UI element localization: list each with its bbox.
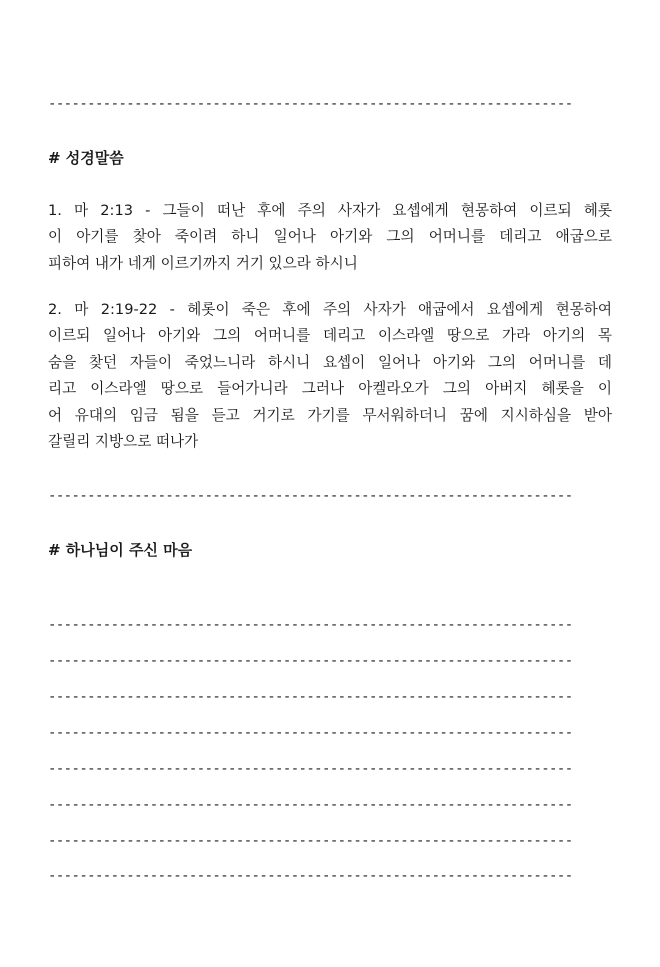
scripture-heading: # 성경말씀 xyxy=(48,149,124,167)
verse-2-line-3: 숨을 찾던 자들이 죽었느니라 하시니 요셉이 일어나 아기와 그의 어머니를 데 xyxy=(48,353,612,371)
heart-heading: # 하나님이 주신 마음 xyxy=(48,541,193,559)
verse-2-line-6: 갈릴리 지방으로 떠나가 xyxy=(48,433,199,451)
divider-top: ------------------------------------------------------------------- xyxy=(48,96,573,112)
writing-line: ------------------------------------------------------------------- xyxy=(48,797,573,813)
verse-1-line-1: 1. 마 2:13 - 그들이 떠난 후에 주의 사자가 요셉에게 현몽하여 이르되 헤롯 xyxy=(48,202,612,219)
verse-2 xyxy=(48,297,612,455)
verse-1-line-3: 피하여 내가 네게 이르기까지 거기 있으라 하시니 xyxy=(48,254,358,272)
divider-middle: ------------------------------------------------------------------- xyxy=(48,488,573,504)
verse-1-line-2: 이 아기를 찾아 죽이려 하니 일어나 아기와 그의 어머니를 데리고 애굽으로 xyxy=(48,228,612,246)
verse-2-line-1: 2. 마 2:19-22 - 헤롯이 죽은 후에 주의 사자가 애굽에서 요셉에게 현몽하여 xyxy=(48,301,612,318)
verse-2-line-4: 리고 이스라엘 땅으로 들어가니라 그러나 아켈라오가 그의 아버지 헤롯을 이 xyxy=(48,380,612,398)
verse-1 xyxy=(48,198,612,277)
verse-2-line-5: 어 유대의 임금 됨을 듣고 거기로 가기를 무서워하더니 꿈에 지시하심을 받아 xyxy=(48,406,612,424)
writing-line: ------------------------------------------------------------------- xyxy=(48,833,573,849)
writing-line: ------------------------------------------------------------------- xyxy=(48,761,573,777)
writing-line: ------------------------------------------------------------------- xyxy=(48,653,573,669)
writing-line: ------------------------------------------------------------------- xyxy=(48,868,573,884)
writing-line: ------------------------------------------------------------------- xyxy=(48,725,573,741)
verse-2-line-2: 이르되 일어나 아기와 그의 어머니를 데리고 이스라엘 땅으로 가라 아기의 목 xyxy=(48,327,612,345)
writing-line: ------------------------------------------------------------------- xyxy=(48,617,573,633)
writing-line: ------------------------------------------------------------------- xyxy=(48,689,573,705)
